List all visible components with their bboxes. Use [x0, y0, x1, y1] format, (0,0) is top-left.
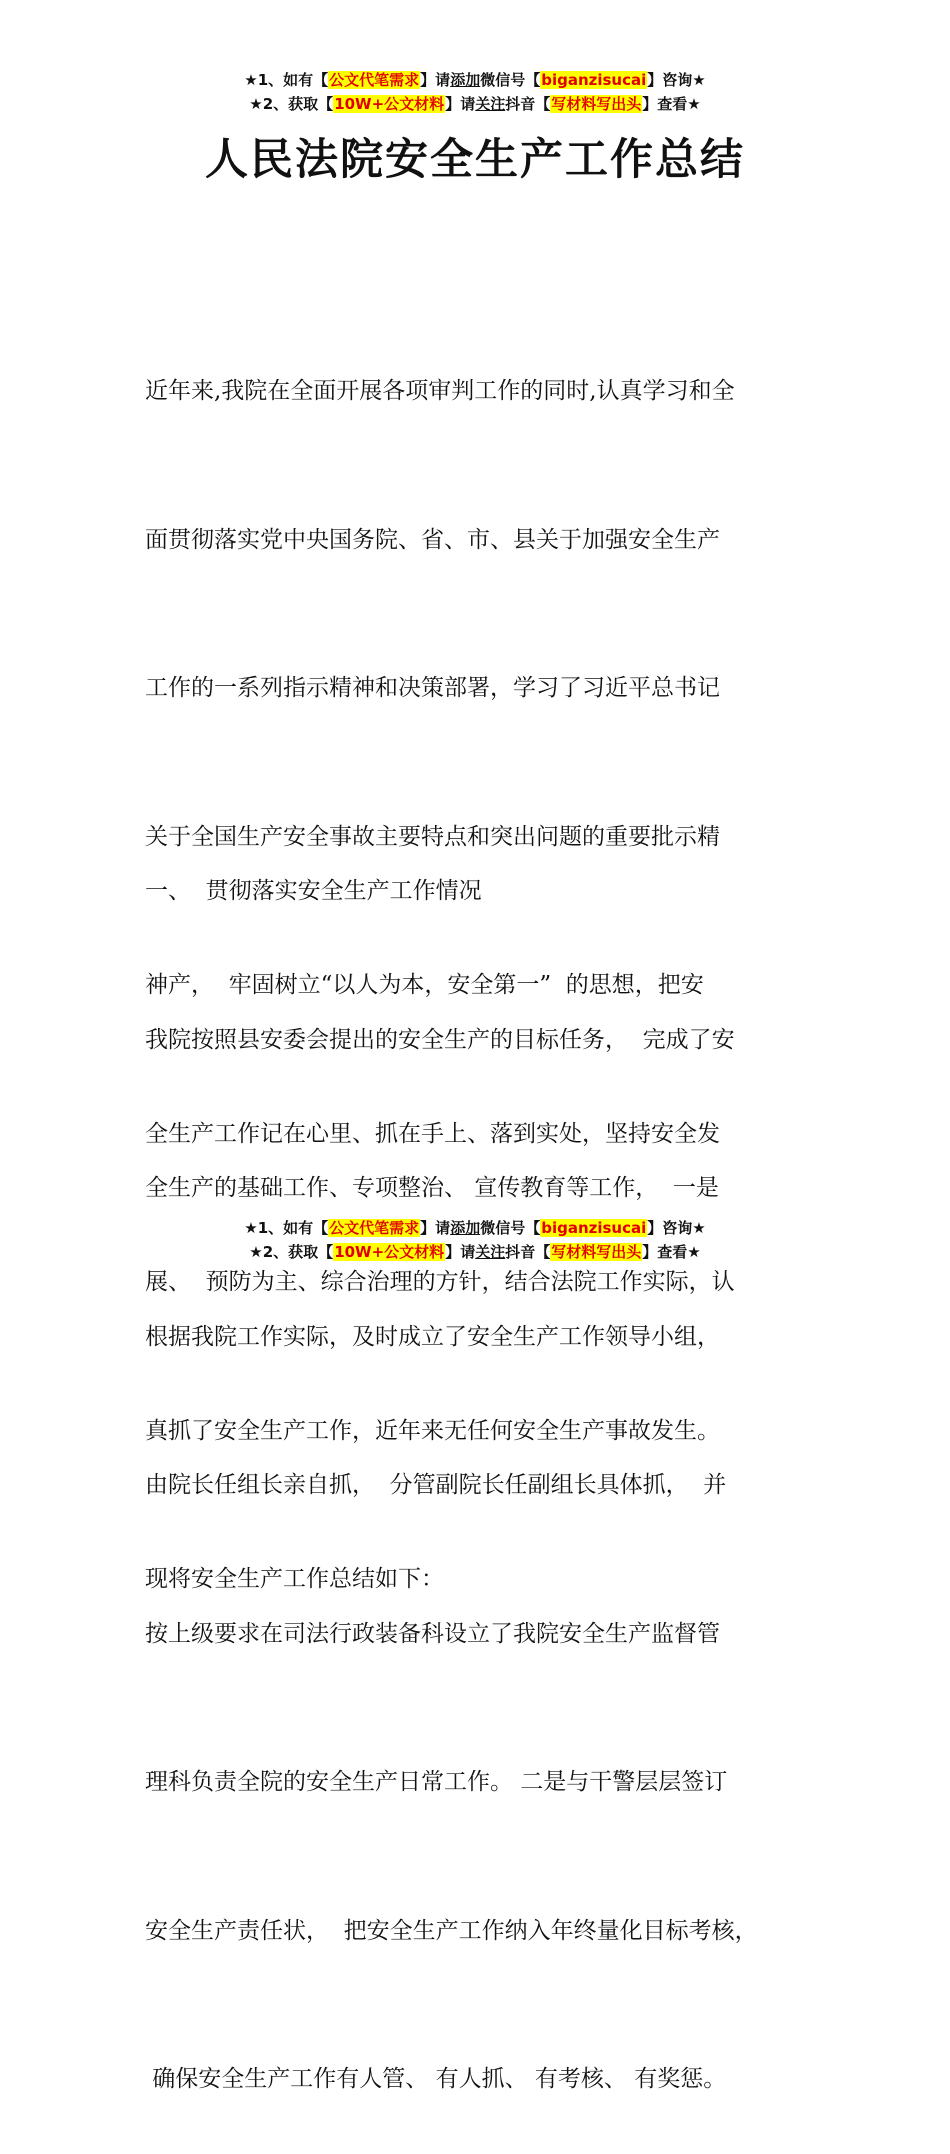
highlight-douyin-account: 写材料写出头	[551, 1243, 642, 1261]
text-line: 根据我院工作实际，及时成立了安全生产工作领导小组，	[145, 1323, 720, 1350]
underlined-word: 添加	[450, 1219, 481, 1237]
text-line: 近年来,我院在全面开展各项审判工作的同时,认真学习和全	[145, 378, 735, 404]
highlight-service: 公文代笔需求	[329, 1219, 420, 1237]
banner-text: 】请	[420, 71, 451, 89]
section-1	[145, 768, 835, 2154]
banner-text: 】请	[445, 1243, 476, 1261]
highlight-wechat-id: biganzisucai	[541, 71, 647, 89]
section-heading: 一、 贯彻落实安全生产工作情况	[145, 878, 482, 904]
highlight-douyin-account: 写材料写出头	[551, 95, 642, 113]
banner-text: ★2、获取【	[249, 1243, 334, 1261]
banner-text: 】查看★	[642, 1243, 701, 1261]
text-line: 面贯彻落实党中央国务院、省、市、县关于加强安全生产	[145, 526, 720, 553]
banner-text: 微信号【	[480, 71, 541, 89]
highlight-materials: 10W+公文材料	[334, 95, 445, 113]
text-line: 全生产工作记在心里、抓在手上、落到实处，坚持安全发	[145, 1120, 720, 1147]
text-line: 按上级要求在司法行政装备科设立了我院安全生产监督管	[145, 1620, 720, 1647]
text-line: 我院按照县安委会提出的安全生产的目标任务， 完成了安	[145, 1026, 735, 1053]
top-banner	[0, 68, 950, 116]
document-title: 人民法院安全生产工作总结	[205, 135, 745, 185]
highlight-materials: 10W+公文材料	[334, 1243, 445, 1261]
underlined-word: 关注	[475, 1243, 506, 1261]
banner-text: 】查看★	[642, 95, 701, 113]
text-line: 全生产的基础工作、专项整治、 宣传教育等工作， 一是	[145, 1175, 719, 1201]
text-line: 由院长任组长亲自抓， 分管副院长任副组长具体抓， 并	[145, 1472, 727, 1498]
banner-text: 抖音【	[505, 95, 551, 113]
text-line: 确保安全生产工作有人管、 有人抓、 有考核、 有奖惩。	[145, 2066, 727, 2092]
banner-line-1	[0, 68, 950, 92]
banner-text: 】请	[420, 1219, 451, 1237]
banner-text: 】请	[445, 95, 476, 113]
text-line: 理科负责全院的安全生产日常工作。 二是与干警层层签订	[145, 1769, 728, 1795]
underlined-word: 添加	[450, 71, 481, 89]
banner-text: 微信号【	[480, 1219, 541, 1237]
banner-line-2	[0, 1240, 950, 1264]
banner-text: ★2、获取【	[249, 95, 334, 113]
text-line: 关于全国生产安全事故主要特点和突出问题的重要批示精	[145, 823, 720, 850]
banner-text: 抖音【	[505, 1243, 551, 1261]
text-line: 真抓了安全生产工作，近年来无任何安全生产事故发生。	[145, 1417, 720, 1444]
banner-text: 】咨询★	[647, 71, 706, 89]
bottom-banner	[0, 1216, 950, 1264]
text-line: 安全生产责任状， 把安全生产工作纳入年终量化目标考核，	[145, 1917, 758, 1944]
text-line: 现将安全生产工作总结如下：	[145, 1566, 444, 1592]
banner-line-1	[0, 1216, 950, 1240]
highlight-wechat-id: biganzisucai	[541, 1219, 647, 1237]
text-line: 工作的一系列指示精神和决策部署，学习了习近平总书记	[145, 675, 720, 701]
banner-line-2	[0, 92, 950, 116]
highlight-service: 公文代笔需求	[329, 71, 420, 89]
banner-text: ★1、如有【	[244, 1219, 329, 1237]
banner-text: 】咨询★	[647, 1219, 706, 1237]
text-line: 展、 预防为主、综合治理的方针，结合法院工作实际，认	[145, 1269, 735, 1295]
banner-text: ★1、如有【	[244, 71, 329, 89]
underlined-word: 关注	[475, 95, 506, 113]
text-line: 神产， 牢固树立“以人为本，安全第一” 的思想，把安	[145, 972, 704, 998]
